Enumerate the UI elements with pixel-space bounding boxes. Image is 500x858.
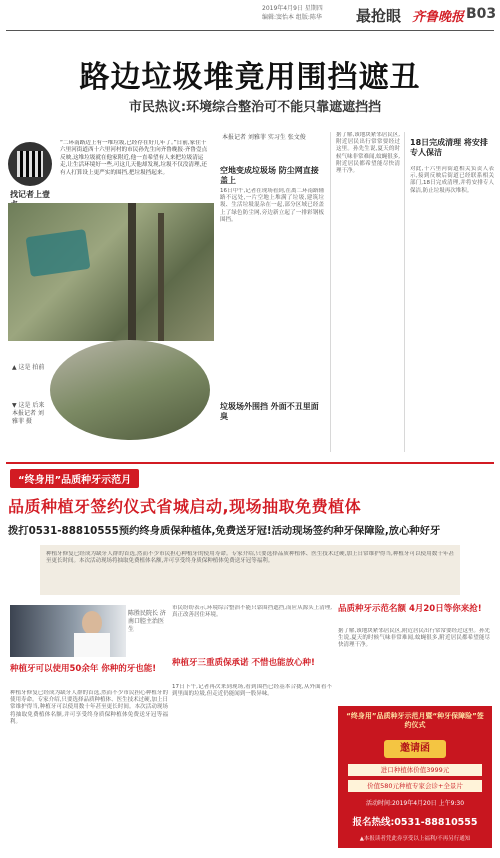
lead-paragraph: “二环南路边上有一堆垃圾,已经存在好几年了。”日前,家住十六里河街道西十六里河村的市民孙先生向齐鲁晚报·齐鲁壹点反映,这堆垃圾就在他家附近,他一直希望有人来把垃圾清运走,让生活环境好一些,可这几天他却发现,垃圾不仅没清理,还有人打算设上更严实的围挡,把垃圾挡起来。 (60, 140, 208, 176)
tree-trunk (158, 213, 164, 341)
coupon-title: “终身用”品质种牙示范月暨“种牙保障险”签约仪式 (346, 712, 484, 729)
coupon[interactable] (338, 706, 492, 848)
doctor-photo (10, 605, 126, 657)
ad-col-2: 市民纷纷表示,环境综合整治不能只靠围挡遮挡,而应从源头上清理,真正改善居住环境。 (172, 605, 332, 619)
page-number: B03 (466, 6, 497, 22)
coupon-time: 活动时间:2019年4月20日 上午9:30 (365, 800, 465, 807)
ad-intro-text: 种植牙修复已经成为缺牙人群的首选,然而不少市民担心种植牙的使用寿命。专家介绍,只要选择品质种植体、医生技术过硬,加上日常维护得当,种植牙可以使用数十年甚至更长时间。本次活动现场将抽取免费植体名额,并可享受终身质保种植体免费送牙冠等福利。 (46, 551, 454, 565)
headline: 路边垃圾堆竟用围挡遮丑 (79, 60, 421, 95)
sub-headline: 市民热议:环境综合整治可不能只靠遮遮挡挡 (128, 100, 382, 115)
subhead-1: 空地变成垃圾场 防尘网直接盖上 (220, 166, 319, 185)
column-rule (404, 132, 405, 452)
phone-line[interactable]: 报名热线:0531-88810555 (352, 817, 478, 828)
article-col-3: 对此,十六里河街道相关负责人表示,接到反映后街道已经联系相关部门,18日完成清理,并将安排专人保洁,防止垃圾再次堆积。 (410, 166, 494, 194)
paper-logo: 齐鲁晚报 (412, 10, 465, 25)
ad-section-1: 种植牙可以使用50余年 你种的牙也能! (10, 664, 157, 674)
coupon-line-2: 价值580元种植专家会诊+全景片 (348, 780, 482, 792)
subhead-3: 18日完成清理 将安排专人保洁 (410, 138, 488, 157)
coupon-line-1: 进口种植体价值3999元 (348, 764, 482, 776)
net-cover (26, 229, 91, 277)
invite-button[interactable]: 邀请函 (384, 740, 446, 758)
coupon-footer: ▲本报读者凭此券享受以上福利/不再另行通知 (359, 836, 471, 842)
ad-col-4: 据了解,该地块紧邻居民区,附近居民出行常常要经过这里。孙先生说,夏天的时候气味非常难闻,蚊蝇很多,附近居民都希望能尽快清理干净。 (338, 628, 490, 649)
trash-photo-top (8, 203, 214, 341)
ad-rule (6, 462, 494, 464)
ad-intro-box (40, 545, 460, 595)
article-col-2: 据了解,该地块紧邻居民区,附近居民出行常常要经过这里。孙先生说,夏天的时候气味非常难闻,蚊蝇很多,附近居民都希望能尽快清理干净。 (336, 132, 400, 175)
ad-title: 品质种植牙签约仪式省城启动,现场抽取免费植体 (8, 497, 362, 516)
qr-label: 找记者上壹 (10, 190, 50, 199)
subhead-2: 垃圾场外围挡 外面不丑里面臭 (220, 402, 319, 421)
header-rule (6, 30, 494, 31)
doctor-face (82, 611, 102, 635)
doctor-caption: 陈胜民院长 济南口腔主治医生 (128, 610, 166, 633)
ad-section-3: 品质种牙示范名额 4月20日等你来抢! (338, 604, 482, 614)
date-line: 2019年4月9日 星期四 (262, 5, 323, 12)
doctor-coat (74, 633, 110, 657)
trash-photo-bottom (50, 340, 210, 440)
caption-2: ▼ 这是 后来 本报记者 刘雅菲 摄 (12, 402, 45, 425)
article-col-1: 16日中午,记者在现场看到,在离二环南路辅路不远处,一片空地上堆满了垃圾,建筑垃圾、生活垃圾混杂在一起,部分区域已经盖上了绿色防尘网,旁边新立起了一排彩钢板围挡。 (220, 188, 324, 223)
ad-col-1: 种植牙修复已经成为缺牙人群的首选,然而不少市民担心种植牙的使用寿命。专家介绍,只要选择品质种植体、医生技术过硬,加上日常维护得当,种植牙可以使用数十年甚至更长时间。本次活动现场将抽取免费植体名额,并可享受终身质保种植体免费送牙冠等福利。 (10, 690, 168, 725)
byline: 本报记者 刘雅菲 实习生 张文俊 (222, 134, 306, 141)
section-title: 最抢眼 (356, 7, 402, 25)
caption-1: ▲ 这是 拍前 (12, 364, 45, 371)
ad-tag: “终身用”品质种牙示范月 (10, 469, 139, 488)
tree-trunk (128, 203, 136, 341)
editor-line: 编辑:窦怡本 组版:陈华 (262, 14, 322, 21)
ad-col-3: 17日下午,记者再次来到现场,看到围挡已经基本合拢,从外面看不到里面的垃圾,但走近仍能闻到一股异味。 (172, 684, 332, 698)
ad-call: 拨打0531-88810555预约终身质保种植体,免费送牙冠!活动现场签约种牙保障险,放心种好牙 (8, 525, 441, 537)
column-rule (330, 132, 331, 452)
ad-section-2: 种植牙三重质保承诺 不惜也能放心种! (172, 658, 315, 668)
qr-code[interactable] (8, 142, 52, 186)
